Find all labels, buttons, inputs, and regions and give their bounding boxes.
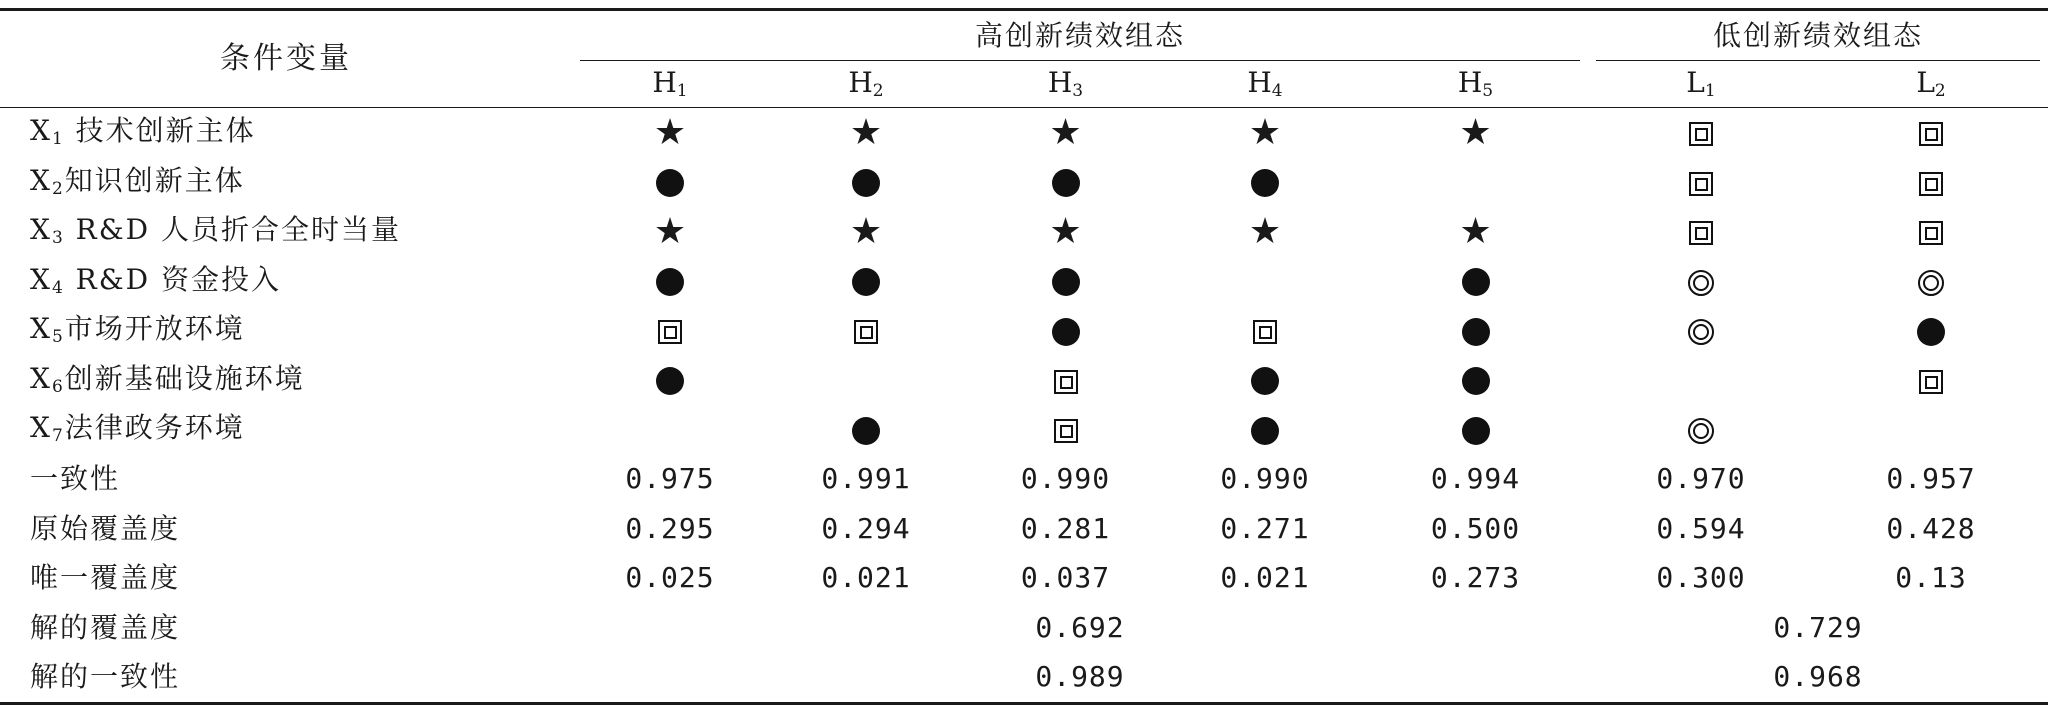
core-absent-icon bbox=[1919, 172, 1943, 196]
metric-value: 0.990 bbox=[1020, 462, 1111, 496]
condition-cell bbox=[1363, 207, 1588, 257]
metric-row bbox=[0, 504, 2048, 554]
condition-variable-name bbox=[0, 108, 572, 158]
peripheral-present-icon bbox=[1462, 417, 1490, 445]
metric-row bbox=[0, 455, 2048, 505]
condition-cell bbox=[1588, 207, 1814, 257]
condition-variable-header bbox=[0, 10, 572, 108]
variable-label: 市场开放环境 bbox=[64, 312, 245, 346]
core-absent-icon bbox=[1253, 320, 1277, 344]
variable-label: 技术创新主体 bbox=[64, 114, 256, 148]
condition-cell bbox=[1588, 158, 1814, 208]
metric-label: 一致性 bbox=[30, 462, 121, 496]
condition-cell bbox=[1167, 257, 1363, 307]
metric-value: 0.991 bbox=[821, 462, 911, 496]
core-present-icon: ★ bbox=[653, 111, 687, 153]
metric-value: 0.025 bbox=[625, 561, 715, 595]
peripheral-absent-icon bbox=[1688, 418, 1714, 444]
metric-label: 原始覆盖度 bbox=[30, 511, 181, 545]
condition-cell bbox=[1363, 356, 1588, 406]
condition-variable-name bbox=[0, 356, 572, 406]
peripheral-present-icon bbox=[852, 268, 880, 296]
core-absent-icon bbox=[854, 320, 878, 344]
core-present-icon: ★ bbox=[1049, 111, 1082, 153]
condition-cell bbox=[964, 306, 1167, 356]
variable-code-base: X bbox=[30, 114, 52, 148]
condition-cell bbox=[1167, 108, 1363, 158]
core-absent-icon bbox=[1919, 370, 1943, 394]
config-header-h3 bbox=[964, 61, 1167, 108]
config-label-base: H bbox=[1047, 65, 1073, 99]
core-absent-icon bbox=[1689, 122, 1713, 146]
config-label-subscript: 2 bbox=[872, 80, 884, 101]
metric-value: 0.281 bbox=[1020, 511, 1111, 545]
config-label-base: H bbox=[848, 65, 873, 99]
condition-cell bbox=[1588, 356, 1814, 406]
condition-cell bbox=[1814, 207, 2048, 257]
condition-cell bbox=[1167, 356, 1363, 406]
config-label-subscript: 1 bbox=[1704, 80, 1716, 101]
metric-value: 0.13 bbox=[1895, 561, 1967, 595]
metric-value: 0.970 bbox=[1656, 462, 1746, 496]
condition-row bbox=[0, 158, 2048, 208]
condition-cell bbox=[1363, 108, 1588, 158]
core-present-icon: ★ bbox=[1459, 111, 1492, 153]
peripheral-present-icon bbox=[852, 169, 880, 197]
condition-cell bbox=[1814, 108, 2048, 158]
peripheral-present-icon bbox=[656, 367, 684, 395]
metric-value: 0.990 bbox=[1220, 462, 1310, 496]
metric-value: 0.273 bbox=[1430, 561, 1521, 595]
metric-value: 0.428 bbox=[1886, 511, 1976, 545]
condition-cell bbox=[964, 405, 1167, 455]
config-label-subscript: 3 bbox=[1072, 80, 1084, 101]
high-group-label: 高创新绩效组态 bbox=[975, 19, 1186, 52]
metric-value: 0.021 bbox=[1220, 561, 1310, 595]
config-header-l2 bbox=[1814, 61, 2048, 108]
config-label-subscript: 4 bbox=[1271, 80, 1283, 101]
config-header-h4 bbox=[1167, 61, 1363, 108]
variable-label: 知识创新主体 bbox=[64, 163, 245, 197]
solution-label: 解的覆盖度 bbox=[30, 610, 181, 644]
core-absent-icon bbox=[1689, 221, 1713, 245]
condition-cell bbox=[768, 108, 964, 158]
peripheral-absent-icon bbox=[1688, 270, 1714, 296]
condition-variable-name bbox=[0, 257, 572, 307]
solution-row bbox=[0, 603, 2048, 653]
metric-value: 0.294 bbox=[821, 511, 911, 545]
config-label-base: L bbox=[1916, 65, 1935, 99]
condition-cell bbox=[964, 207, 1167, 257]
condition-row bbox=[0, 108, 2048, 158]
variable-code-base: X bbox=[30, 411, 52, 445]
header-row-groups bbox=[0, 10, 2048, 62]
condition-cell bbox=[1814, 158, 2048, 208]
metric-value: 0.594 bbox=[1656, 511, 1746, 545]
config-label-subscript: 1 bbox=[676, 80, 688, 101]
peripheral-absent-icon bbox=[1688, 319, 1714, 345]
core-present-icon: ★ bbox=[1459, 210, 1492, 252]
condition-row bbox=[0, 405, 2048, 455]
condition-row bbox=[0, 257, 2048, 307]
metric-value: 0.500 bbox=[1430, 511, 1521, 545]
core-present-icon: ★ bbox=[1248, 210, 1282, 252]
metric-value: 0.957 bbox=[1886, 462, 1976, 496]
variable-code-subscript: 3 bbox=[51, 228, 65, 249]
condition-variable-label: 条件变量 bbox=[220, 41, 352, 76]
condition-cell bbox=[1814, 405, 2048, 455]
core-absent-icon bbox=[658, 320, 682, 344]
metric-value: 0.037 bbox=[1020, 561, 1111, 595]
condition-cell bbox=[768, 356, 964, 406]
condition-cell bbox=[572, 356, 768, 406]
core-absent-icon bbox=[1919, 122, 1943, 146]
condition-variable-name bbox=[0, 158, 572, 208]
condition-cell bbox=[1814, 356, 2048, 406]
condition-cell bbox=[964, 108, 1167, 158]
config-label-base: H bbox=[1457, 65, 1483, 99]
metric-value: 0.021 bbox=[821, 561, 911, 595]
variable-label: R&D 人员折合全时当量 bbox=[64, 213, 402, 247]
condition-cell bbox=[1363, 306, 1588, 356]
variable-code-base: X bbox=[30, 213, 52, 247]
condition-cell bbox=[572, 108, 768, 158]
solution-label: 解的一致性 bbox=[30, 660, 181, 694]
metric-value: 0.994 bbox=[1430, 462, 1521, 496]
peripheral-present-icon bbox=[1462, 268, 1490, 296]
peripheral-present-icon bbox=[1052, 169, 1080, 197]
condition-cell bbox=[768, 257, 964, 307]
config-label-base: H bbox=[652, 65, 677, 99]
condition-cell bbox=[768, 306, 964, 356]
condition-cell bbox=[1167, 158, 1363, 208]
core-present-icon: ★ bbox=[1248, 111, 1282, 153]
core-present-icon: ★ bbox=[849, 111, 883, 153]
condition-row bbox=[0, 207, 2048, 257]
condition-cell bbox=[572, 257, 768, 307]
peripheral-present-icon bbox=[656, 169, 684, 197]
peripheral-present-icon bbox=[1052, 318, 1080, 346]
solution-high-value: 0.989 bbox=[1035, 660, 1125, 694]
condition-cell bbox=[572, 306, 768, 356]
condition-cell bbox=[1588, 108, 1814, 158]
variable-code-base: X bbox=[30, 163, 52, 197]
solution-high-value: 0.692 bbox=[1035, 610, 1125, 644]
condition-cell bbox=[768, 405, 964, 455]
peripheral-present-icon bbox=[1917, 318, 1945, 346]
peripheral-present-icon bbox=[656, 268, 684, 296]
low-group-label: 低创新绩效组态 bbox=[1713, 19, 1924, 52]
peripheral-present-icon bbox=[852, 417, 880, 445]
variable-code-subscript: 1 bbox=[51, 129, 65, 150]
condition-cell bbox=[1814, 257, 2048, 307]
condition-cell bbox=[768, 158, 964, 208]
peripheral-present-icon bbox=[1251, 367, 1279, 395]
condition-cell bbox=[1814, 306, 2048, 356]
condition-cell bbox=[1363, 405, 1588, 455]
condition-cell bbox=[1167, 207, 1363, 257]
condition-cell bbox=[1588, 306, 1814, 356]
variable-code-subscript: 6 bbox=[51, 376, 65, 397]
condition-variable-name bbox=[0, 207, 572, 257]
variable-code-base: X bbox=[30, 312, 52, 346]
condition-cell bbox=[1363, 257, 1588, 307]
condition-variable-name bbox=[0, 306, 572, 356]
condition-cell bbox=[1167, 306, 1363, 356]
core-absent-icon bbox=[1689, 172, 1713, 196]
variable-label: 法律政务环境 bbox=[64, 411, 245, 445]
variable-code-subscript: 5 bbox=[51, 327, 65, 348]
peripheral-present-icon bbox=[1251, 169, 1279, 197]
condition-cell bbox=[1363, 158, 1588, 208]
variable-label: 创新基础设施环境 bbox=[64, 361, 305, 395]
solution-row bbox=[0, 653, 2048, 704]
variable-code-subscript: 7 bbox=[51, 426, 65, 447]
config-header-l1 bbox=[1588, 61, 1814, 108]
condition-cell bbox=[964, 257, 1167, 307]
metric-value: 0.975 bbox=[625, 462, 715, 496]
config-header-h1 bbox=[572, 61, 768, 108]
peripheral-present-icon bbox=[1462, 318, 1490, 346]
condition-cell bbox=[964, 158, 1167, 208]
condition-cell bbox=[572, 405, 768, 455]
metric-label: 唯一覆盖度 bbox=[30, 561, 181, 595]
peripheral-present-icon bbox=[1462, 367, 1490, 395]
config-label-subscript: 5 bbox=[1482, 80, 1494, 101]
core-absent-icon bbox=[1054, 370, 1078, 394]
condition-cell bbox=[1588, 405, 1814, 455]
variable-code-subscript: 4 bbox=[51, 277, 65, 298]
metric-value: 0.300 bbox=[1656, 561, 1746, 595]
config-label-subscript: 2 bbox=[1934, 80, 1946, 101]
high-performance-group-header bbox=[572, 10, 1588, 62]
config-label-base: L bbox=[1686, 65, 1705, 99]
condition-row bbox=[0, 306, 2048, 356]
condition-cell bbox=[964, 356, 1167, 406]
config-header-h2 bbox=[768, 61, 964, 108]
solution-low-value: 0.729 bbox=[1773, 610, 1863, 644]
condition-cell bbox=[572, 207, 768, 257]
condition-cell bbox=[1167, 405, 1363, 455]
metric-value: 0.295 bbox=[625, 511, 715, 545]
configuration-table bbox=[0, 8, 2048, 705]
variable-label: R&D 资金投入 bbox=[64, 262, 282, 296]
config-label-base: H bbox=[1247, 65, 1272, 99]
core-absent-icon bbox=[1919, 221, 1943, 245]
solution-low-value: 0.968 bbox=[1773, 660, 1863, 694]
variable-code-subscript: 2 bbox=[51, 178, 65, 199]
metric-value: 0.271 bbox=[1220, 511, 1310, 545]
variable-code-base: X bbox=[30, 262, 52, 296]
peripheral-present-icon bbox=[1052, 268, 1080, 296]
condition-variable-name bbox=[0, 405, 572, 455]
condition-row bbox=[0, 356, 2048, 406]
core-present-icon: ★ bbox=[849, 210, 883, 252]
metric-row bbox=[0, 554, 2048, 604]
core-present-icon: ★ bbox=[1049, 210, 1082, 252]
config-header-h5 bbox=[1363, 61, 1588, 108]
peripheral-present-icon bbox=[1251, 417, 1279, 445]
condition-cell bbox=[572, 158, 768, 208]
core-absent-icon bbox=[1054, 419, 1078, 443]
peripheral-absent-icon bbox=[1918, 270, 1944, 296]
condition-cell bbox=[768, 207, 964, 257]
core-present-icon: ★ bbox=[653, 210, 687, 252]
condition-cell bbox=[1588, 257, 1814, 307]
variable-code-base: X bbox=[30, 361, 52, 395]
low-performance-group-header bbox=[1588, 10, 2048, 62]
